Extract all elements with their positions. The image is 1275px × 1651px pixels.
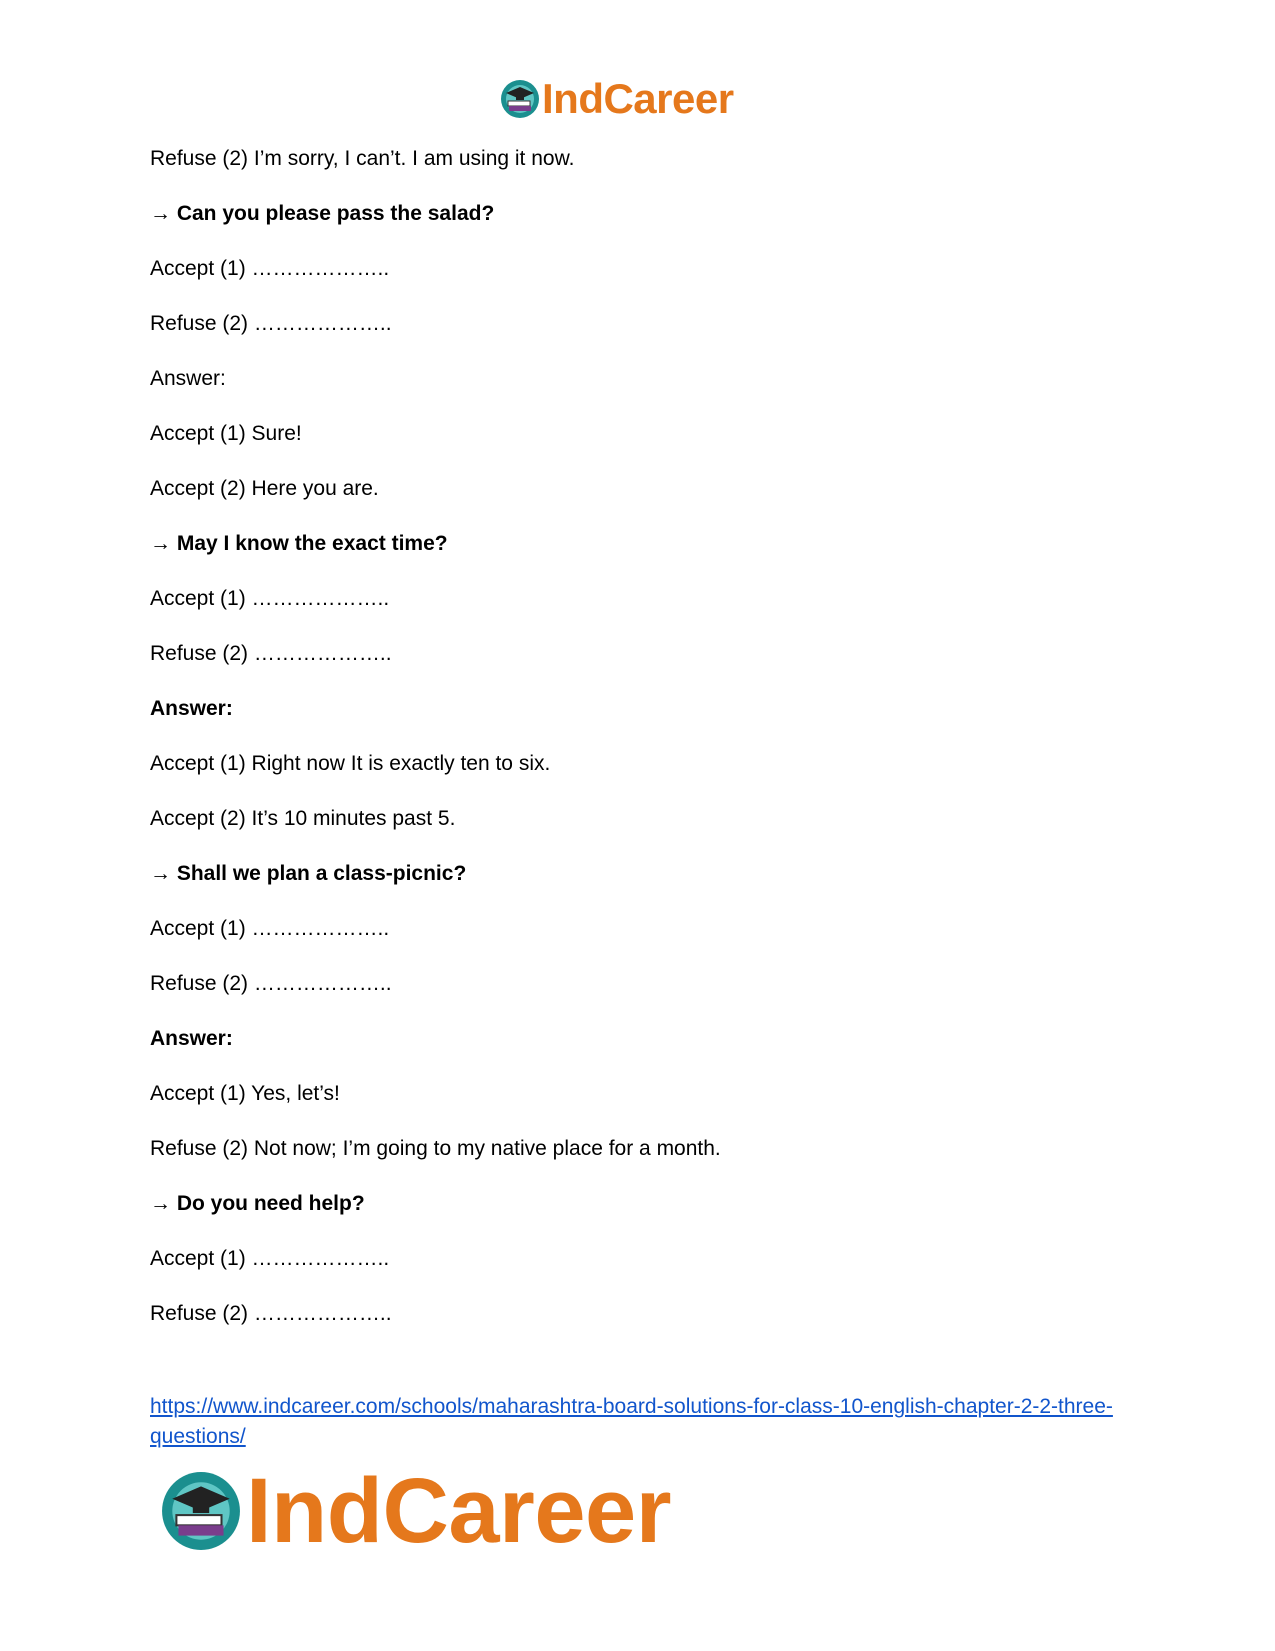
source-url-link[interactable]: https://www.indcareer.com/schools/maharashtra-board-solutions-for-class-10-english-chapter-2-2-three-questions/	[150, 1395, 1113, 1448]
question-heading: → Do you need help?	[150, 1192, 365, 1215]
answer-label: Answer:	[150, 1027, 233, 1050]
text-line: Accept (2) It’s 10 minutes past 5.	[150, 807, 456, 830]
text-line: Accept (1) ………………..	[150, 917, 390, 940]
header-logo-text: IndCareer	[542, 75, 734, 122]
footer-logo-text: IndCareer	[246, 1460, 671, 1562]
text-line: Refuse (2) ………………..	[150, 642, 392, 665]
footer-logo	[160, 1460, 671, 1562]
text-line: Accept (1) ………………..	[150, 257, 390, 280]
graduation-book-icon	[500, 79, 540, 119]
text-line: Accept (1) Right now It is exactly ten to six.	[150, 752, 551, 775]
answer-label: Answer:	[150, 367, 226, 390]
text-line: Accept (1) Yes, let’s!	[150, 1082, 340, 1105]
question-heading: → Shall we plan a class-picnic?	[150, 862, 467, 885]
text-line: Refuse (2) ………………..	[150, 1302, 392, 1325]
document-body	[150, 145, 1150, 1355]
graduation-book-icon	[160, 1470, 242, 1552]
text-line: Refuse (2) ………………..	[150, 972, 392, 995]
question-heading: → May I know the exact time?	[150, 532, 448, 555]
text-line: Accept (1) Sure!	[150, 422, 302, 445]
text-line: Accept (1) ………………..	[150, 587, 390, 610]
text-line: Refuse (2) Not now; I’m going to my native place for a month.	[150, 1137, 721, 1160]
text-line: Refuse (2) ………………..	[150, 312, 392, 335]
text-line: Refuse (2) I’m sorry, I can’t. I am using it now.	[150, 147, 575, 170]
text-line: Accept (1) ………………..	[150, 1247, 390, 1270]
text-line: Accept (2) Here you are.	[150, 477, 379, 500]
question-heading: → Can you please pass the salad?	[150, 202, 495, 225]
answer-label: Answer:	[150, 697, 233, 720]
header-logo	[500, 75, 734, 122]
